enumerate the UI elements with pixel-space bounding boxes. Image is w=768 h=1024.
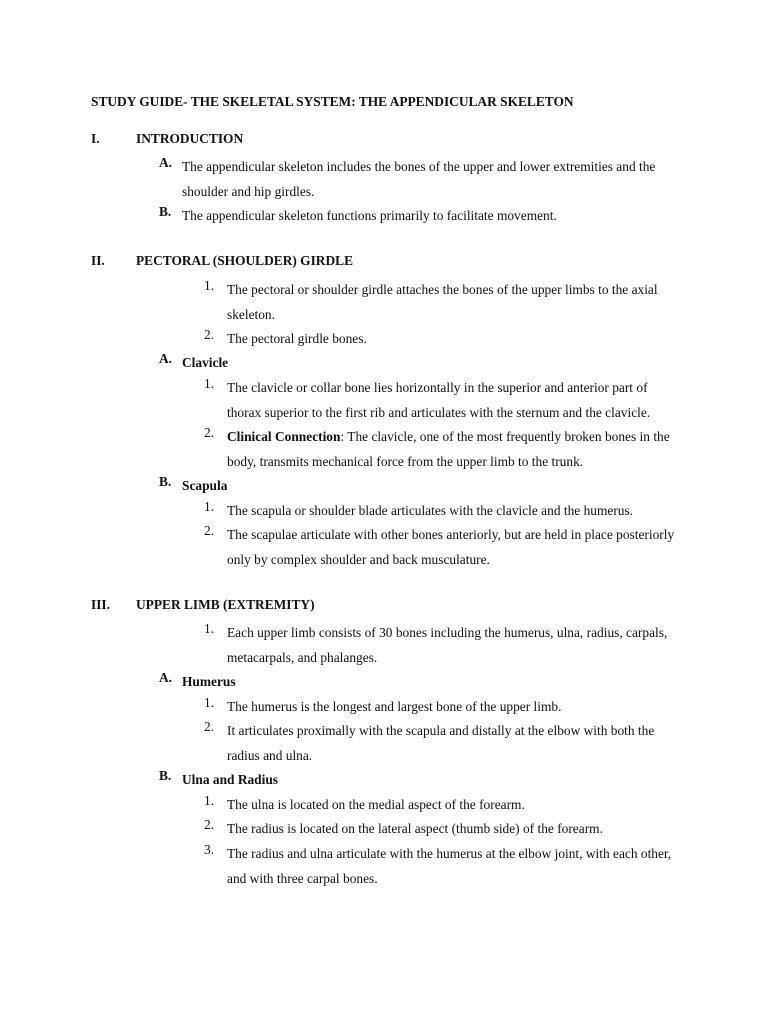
subsection-title: Scapula xyxy=(182,478,228,493)
section-title: INTRODUCTION xyxy=(136,131,244,146)
section-title: UPPER LIMB (EXTREMITY) xyxy=(136,597,315,612)
item-marker: 2. xyxy=(204,425,215,440)
item-text: The pectoral or shoulder girdle attaches the bones of the upper limbs to the axial skeleton. xyxy=(227,282,658,322)
section-numeral: III. xyxy=(91,597,110,612)
item-text: The scapula or shoulder blade articulates with the clavicle and the humerus. xyxy=(227,503,634,518)
item-text: The humerus is the longest and largest bone of the upper limb. xyxy=(227,699,562,714)
section-title: PECTORAL (SHOULDER) GIRDLE xyxy=(136,253,354,268)
subsection-marker: A. xyxy=(159,670,173,685)
section-numeral: II. xyxy=(91,253,105,268)
subsection-marker: B. xyxy=(159,768,172,783)
subsection-title: Humerus xyxy=(182,674,236,689)
subsection-title: Ulna and Radius xyxy=(182,772,279,787)
item-text: It articulates proximally with the scapula and distally at the elbow with both the radius and ulna. xyxy=(227,723,655,763)
item-marker: 1. xyxy=(204,376,215,391)
clinical-connection-text: : The clavicle, one of the most frequently broken bones in the body, transmits mechanical force from the upper limb to the trunk. xyxy=(227,429,670,469)
clinical-connection-label: Clinical Connection xyxy=(227,429,341,444)
section-numeral: I. xyxy=(91,131,100,146)
item-marker: 2. xyxy=(204,327,215,342)
item-text: The ulna is located on the medial aspect of the forearm. xyxy=(227,797,525,812)
item-marker: 1. xyxy=(204,695,215,710)
item-text: The radius is located on the lateral aspect (thumb side) of the forearm. xyxy=(227,821,603,836)
item-text: The pectoral girdle bones. xyxy=(227,331,367,346)
item-marker: 2. xyxy=(204,523,215,538)
item-marker: 3. xyxy=(204,842,215,857)
item-marker: 2. xyxy=(204,817,215,832)
item-text: The appendicular skeleton functions primarily to facilitate movement. xyxy=(182,208,557,223)
item-marker: 2. xyxy=(204,719,215,734)
item-marker: B. xyxy=(159,204,172,219)
item-text: The scapulae articulate with other bones anteriorly, but are held in place posteriorly only by complex shoulder and back musculature. xyxy=(227,527,675,567)
item-text: The radius and ulna articulate with the humerus at the elbow joint, with each other, and with three carpal bones. xyxy=(227,846,672,886)
subsection-marker: A. xyxy=(159,351,173,366)
item-marker: A. xyxy=(159,155,173,170)
item-text: The clavicle or collar bone lies horizontally in the superior and anterior part of thorax superior to the first rib and articulates with the sternum and the clavicle. xyxy=(227,380,651,420)
item-marker: 1. xyxy=(204,499,215,514)
item-marker: 1. xyxy=(204,621,215,636)
item-text xyxy=(227,425,682,474)
document-title: STUDY GUIDE- THE SKELETAL SYSTEM: THE APPENDICULAR SKELETON xyxy=(91,94,574,109)
subsection-title: Clavicle xyxy=(182,355,229,370)
item-marker: 1. xyxy=(204,793,215,808)
subsection-marker: B. xyxy=(159,474,172,489)
item-text: Each upper limb consists of 30 bones including the humerus, ulna, radius, carpals, metacarpals, and phalanges. xyxy=(227,625,668,665)
item-text: The appendicular skeleton includes the bones of the upper and lower extremities and the shoulder and hip girdles. xyxy=(182,159,656,199)
item-marker: 1. xyxy=(204,278,215,293)
